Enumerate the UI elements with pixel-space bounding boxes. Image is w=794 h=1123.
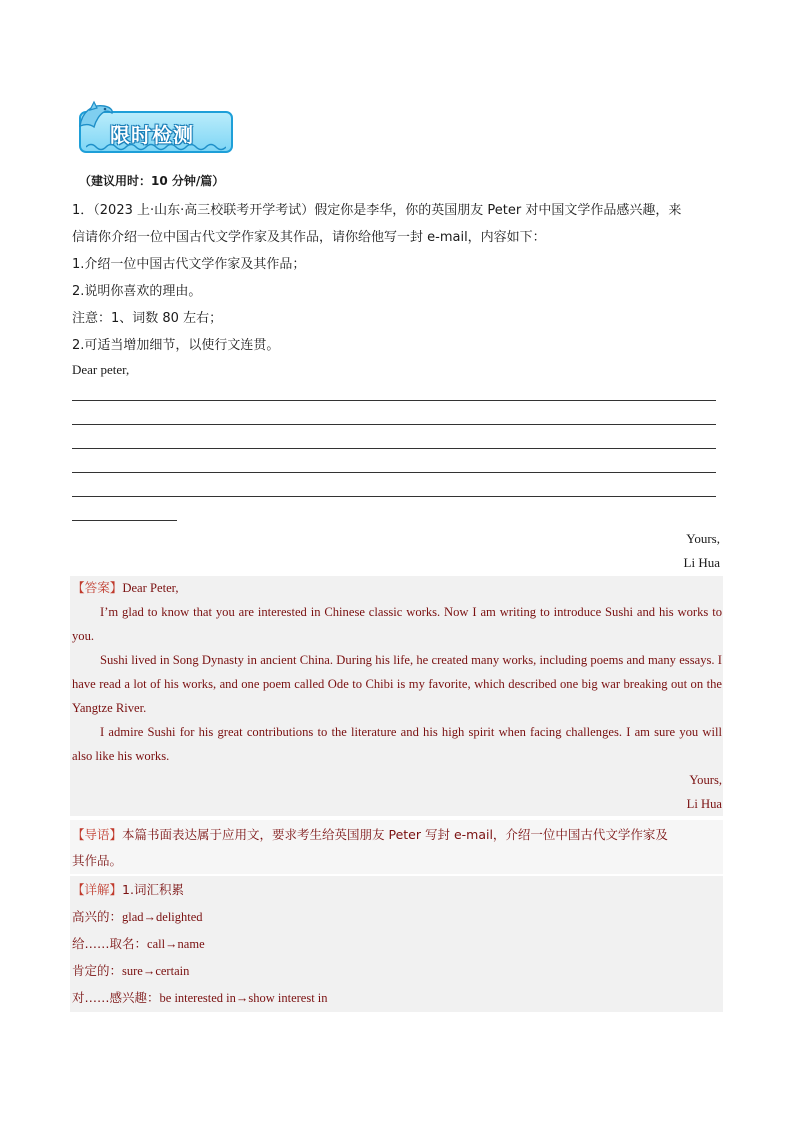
answer-signature: Li Hua	[686, 797, 722, 811]
letter-signature: Li Hua	[683, 555, 720, 570]
guide-text-1: 本篇书面表达属于应用文，要求考生给英国朋友 Peter 写封 e-mail，介绍一位中国古代文学作家及	[122, 827, 668, 842]
question-line-1: 1．（2023 上·山东·高三校联考开学考试）假定你是李华，你的英国朋友 Peter 对中国文学作品感兴趣，来	[72, 203, 682, 218]
vocab-cn: 给……取名：	[72, 936, 148, 951]
guide-line-1	[72, 825, 668, 843]
note-1: 注意：1、词数 80 左右；	[72, 311, 223, 326]
vocab-en: glad→delighted	[122, 910, 203, 924]
vocab-cn: 高兴的：	[72, 909, 123, 924]
vocab-item	[72, 961, 189, 979]
answer-paragraph-2: Sushi lived in Song Dynasty in ancient China. During his life, he created many works, including poems and many essays. I have read a lot of his works, and one poem called Ode to Chibi is my favorite, which described one big war breaking out on the Yangtze River.	[72, 653, 722, 715]
salutation: Dear peter,	[72, 362, 130, 377]
answer-paragraph-3: I admire Sushi for his great contributions to the literature and his high spirit when facing challenges. I am sure you will also like his works.	[72, 725, 722, 763]
vocab-en: be interested in→show interest in	[159, 991, 328, 1005]
detail-tag: 【详解】	[72, 882, 123, 897]
section-badge	[76, 100, 238, 158]
vocab-item	[72, 988, 328, 1006]
writing-line[interactable]	[72, 496, 716, 497]
wave-decoration	[86, 142, 226, 152]
vocab-item	[72, 934, 205, 952]
vocab-cn: 对……感兴趣：	[72, 990, 160, 1005]
letter-closing: Yours,	[686, 531, 720, 546]
detail-heading: 1.词汇积累	[122, 882, 184, 897]
guide-tag: 【导语】	[72, 827, 123, 842]
writing-line-short[interactable]	[72, 520, 177, 521]
answer-greeting: Dear Peter,	[122, 581, 179, 595]
note-2: 2.可适当增加细节，以使行文连贯。	[72, 338, 280, 353]
vocab-item	[72, 907, 203, 925]
requirement-2: 2.说明你喜欢的理由。	[72, 284, 202, 299]
answer-closing: Yours,	[689, 773, 722, 787]
writing-line[interactable]	[72, 400, 716, 401]
writing-line[interactable]	[72, 448, 716, 449]
badge-title: 限时检测	[110, 123, 194, 147]
vocab-en: call→name	[147, 937, 205, 951]
answer-paragraph-1: I’m glad to know that you are interested in Chinese classic works. Now I am writing to introduce Sushi and his works to you.	[72, 605, 722, 643]
answer-tag: 【答案】	[72, 580, 123, 595]
requirement-1: 1.介绍一位中国古代文学作家及其作品；	[72, 257, 306, 272]
writing-line[interactable]	[72, 424, 716, 425]
question-line-2: 信请你介绍一位中国古代文学作家及其作品，请你给他写一封 e-mail，内容如下：	[72, 230, 546, 245]
detail-heading-line	[72, 880, 184, 898]
answer-block	[72, 576, 722, 816]
writing-line[interactable]	[72, 472, 716, 473]
vocab-en: sure→certain	[122, 964, 190, 978]
time-hint: （建议用时：10 分钟/篇）	[79, 174, 225, 188]
guide-line-2: 其作品。	[72, 853, 123, 868]
vocab-cn: 肯定的：	[72, 963, 123, 978]
